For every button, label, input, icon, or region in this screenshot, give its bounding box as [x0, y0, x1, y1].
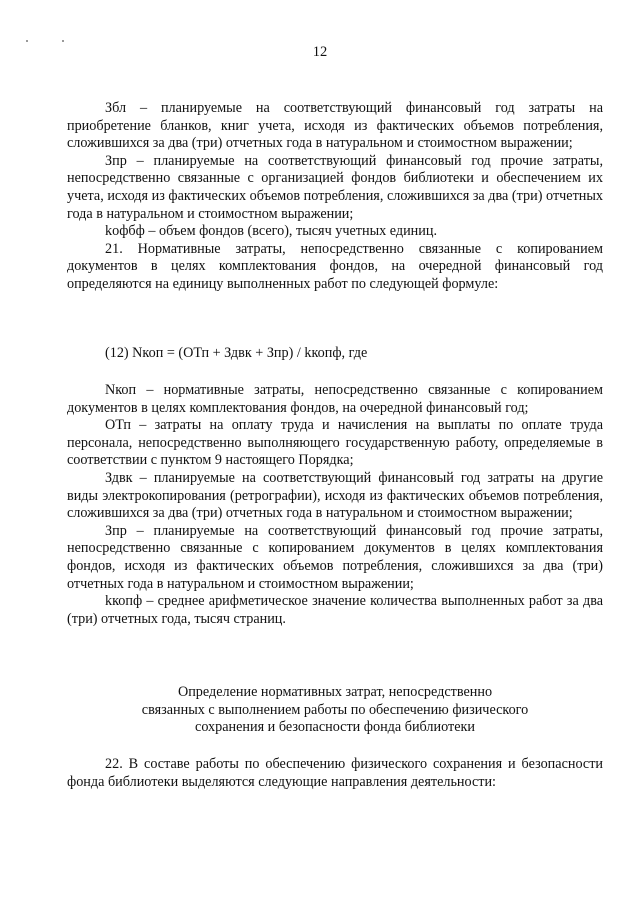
- page-number: 12: [312, 44, 328, 60]
- paragraph-zpr: Зпр – планируемые на соответствующий финансовый год прочие затраты, непосредственно связанные с организацией фондов библиотеки и обеспечением их учета, исходя из фактических объемов потребления, сложившихся за два (три) отчетных года в натуральном и стоимостном выражении;: [67, 152, 603, 222]
- scan-mark: [62, 40, 64, 42]
- text-block-definitions: [67, 382, 603, 628]
- section-heading: [67, 684, 603, 737]
- paragraph-21: 21. Нормативные затраты, непосредственно связанные с копированием документов в целях комплектования фондов, на очередной финансовый год определяются на единицу выполненных работ по следующей формуле:: [67, 240, 603, 292]
- paragraph-zdvk: Здвк – планируемые на соответствующий финансовый год затраты на другие виды электрокопирования (ретрографии), исходя из фактических объемов потребления, сложившихся за два (три) отчетных года в натуральном и стоимостном выражении;: [67, 469, 603, 522]
- paragraph-otp: ОТп – затраты на оплату труда и начисления на выплаты по оплате труда персонала, непосредственно выполняющего государственную работу, определяемые в соответствии с пунктом 9 настоящего Порядка;: [67, 417, 603, 469]
- heading-line-2: связанных с выполнением работы по обеспечению физического: [141, 701, 529, 718]
- paragraph-nkop: Nкоп – нормативные затраты, непосредственно связанные с копированием документов в целях комплектования фондов, на очередной финансовый год;: [67, 382, 603, 416]
- formula-12: (12) Nкоп = (ОТп + Здвк + Зпр) / kкопф, где: [105, 345, 368, 361]
- paragraph-22: 22. В составе работы по обеспечению физического сохранения и безопасности фонда библиотеки выделяются следующие направления деятельности:: [67, 756, 603, 790]
- paragraph-kofbf: kофбф – объем фондов (всего), тысяч учетных единиц.: [105, 223, 437, 240]
- scan-mark: [26, 40, 28, 42]
- paragraph-zpr-2: Зпр – планируемые на соответствующий финансовый год прочие затраты, непосредственно связанные с копированием документов в целях комплектования фондов, исходя из фактических объемов потребления, сложившихся за два (три) отчетных года в натуральном и стоимостном выражении;: [67, 522, 603, 592]
- heading-line-3: сохранения и безопасности фонда библиотеки: [195, 719, 475, 736]
- paragraph-kkopf: kкопф – среднее арифметическое значение количества выполненных работ за два (три) отчетных года, тысяч страниц.: [67, 593, 603, 627]
- paragraph-zbl: Збл – планируемые на соответствующий финансовый год затраты на приобретение бланков, книг учета, исходя из фактических объемов потребления, сложившихся за два (три) отчетных года в натуральном и стоимостном выражении;: [67, 100, 603, 152]
- text-block-top: [67, 100, 603, 294]
- heading-line-1: Определение нормативных затрат, непосредственно: [177, 684, 493, 700]
